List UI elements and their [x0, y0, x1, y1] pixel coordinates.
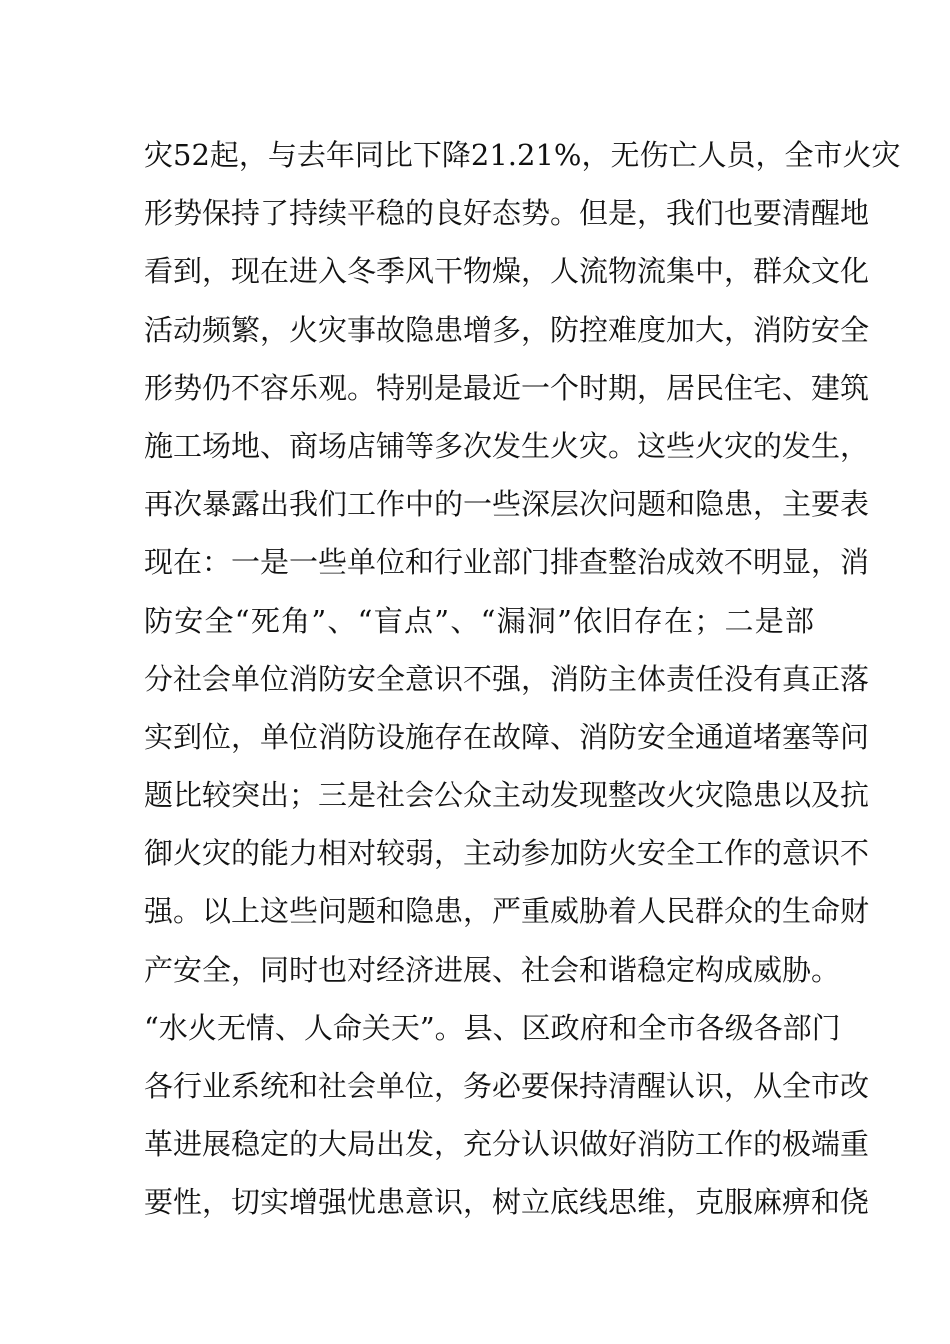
text-line: 题比较突出；三是社会公众主动发现整改火灾隐患以及抗	[144, 778, 870, 813]
text-line: 现在：一是一些单位和行业部门排查整治成效不明显，消	[144, 545, 870, 580]
text-line: 防安全“死角”、“盲点”、“漏洞”依旧存在；二是部	[144, 603, 814, 638]
text-line: 御火灾的能力相对较弱，主动参加防火安全工作的意识不	[144, 836, 870, 871]
text-line: 形势仍不容乐观。特别是最近一个时期，居民住宅、建筑	[144, 370, 870, 405]
text-line: 看到，现在进入冬季风干物燥，人流物流集中，群众文化	[144, 254, 870, 289]
text-line: 产安全，同时也对经济进展、社会和谐稳定构成威胁。	[144, 952, 841, 987]
body-text	[144, 126, 901, 1232]
text-line: 实到位，单位消防设施存在故障、消防安全通道堵塞等问	[144, 719, 870, 754]
text-line: 灾52起，与去年同比下降21.21%，无伤亡人员，全市火灾	[144, 138, 901, 172]
text-line: 革进展稳定的大局出发，充分认识做好消防工作的极端重	[144, 1127, 870, 1162]
text-line: 各行业系统和社会单位，务必要保持清醒认识，从全市改	[144, 1069, 870, 1103]
text-line: 再次暴露出我们工作中的一些深层次问题和隐患，主要表	[144, 487, 870, 522]
text-line: 形势保持了持续平稳的良好态势。但是，我们也要清醒地	[144, 196, 870, 231]
text-line: 施工场地、商场店铺等多次发生火灾。这些火灾的发生，	[144, 428, 870, 463]
text-line: 活动频繁，火灾事故隐患增多，防控难度加大，消防安全	[144, 312, 870, 347]
text-line: “水火无情、人命关天”。县、区政府和全市各级各部门	[144, 1010, 841, 1045]
text-line: 分社会单位消防安全意识不强，消防主体责任没有真正落	[144, 661, 870, 696]
text-line: 强。以上这些问题和隐患，严重威胁着人民群众的生命财	[144, 894, 870, 929]
text-line: 要性，切实增强忧患意识，树立底线思维，克服麻痹和侥	[144, 1185, 870, 1220]
